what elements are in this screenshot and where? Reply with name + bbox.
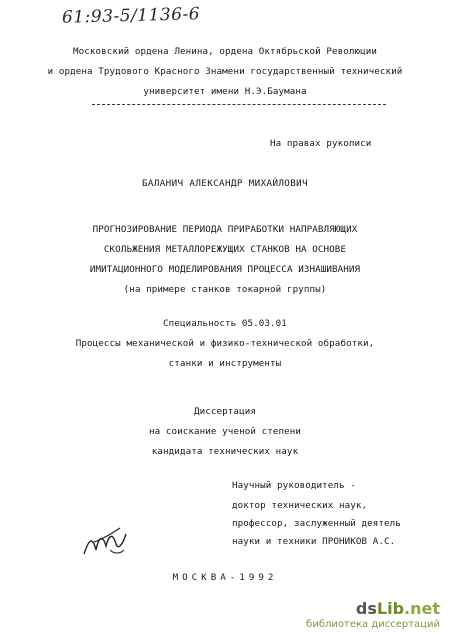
dslib-logo: dsLib.net [355, 599, 440, 618]
manuscript-rights-note: На правах рукописи [270, 138, 372, 149]
author-name: БАЛАНИЧ АЛЕКСАНДР МИХАЙЛОВИЧ [141, 178, 309, 189]
handwritten-signature [80, 520, 130, 560]
supervisor-degree: доктор технических наук, [232, 500, 368, 511]
supervisor-label: Научный руководитель - [232, 480, 356, 491]
institution-line-1: Московский ордена Ленина, ордена Октябрьской Революции [72, 46, 378, 57]
archive-number-handwritten: 61:93-5/1136-6 [61, 4, 201, 28]
title-line-3: ИМИТАЦИОННОГО МОДЕЛИРОВАНИЯ ПРОЦЕССА ИЗНАШИВАНИЯ [89, 264, 361, 275]
dissertation-label: Диссертация [194, 406, 256, 417]
title-line-1: ПРОГНОЗИРОВАНИЕ ПЕРИОДА ПРИРАБОТКИ НАПРАВЛЯЮЩИХ [92, 224, 358, 235]
title-line-2: СКОЛЬЖЕНИЯ МЕТАЛЛОРЕЖУЩИХ СТАНКОВ НА ОСНОВЕ [103, 244, 347, 255]
supervisor-name: науки и техники ПРОНИКОВ А.С. [232, 536, 396, 547]
separator-dashed-line [92, 104, 386, 105]
degree-line-2: кандидата технических наук [151, 446, 299, 457]
specialty-name-line-1: Процессы механической и физико-технической обработки, [75, 338, 375, 349]
watermark-subtitle: библиотека диссертаций [306, 619, 440, 630]
title-line-4: (на примере станков токарной группы) [123, 284, 327, 295]
specialty-code: Специальность 05.03.01 [163, 318, 287, 329]
institution-line-2: и ордена Трудового Красного Знамени государственный технический [47, 66, 403, 77]
specialty-name-line-2: станки и инструменты [168, 358, 282, 369]
city-year: МОСКВА-1992 [172, 572, 278, 583]
dslib-watermark [306, 599, 440, 630]
institution-line-3: университет имени Н.Э.Баумана [143, 86, 307, 97]
supervisor-title: профессор, заслуженный деятель [232, 518, 401, 529]
degree-line-1: на соискание ученой степени [148, 426, 302, 437]
